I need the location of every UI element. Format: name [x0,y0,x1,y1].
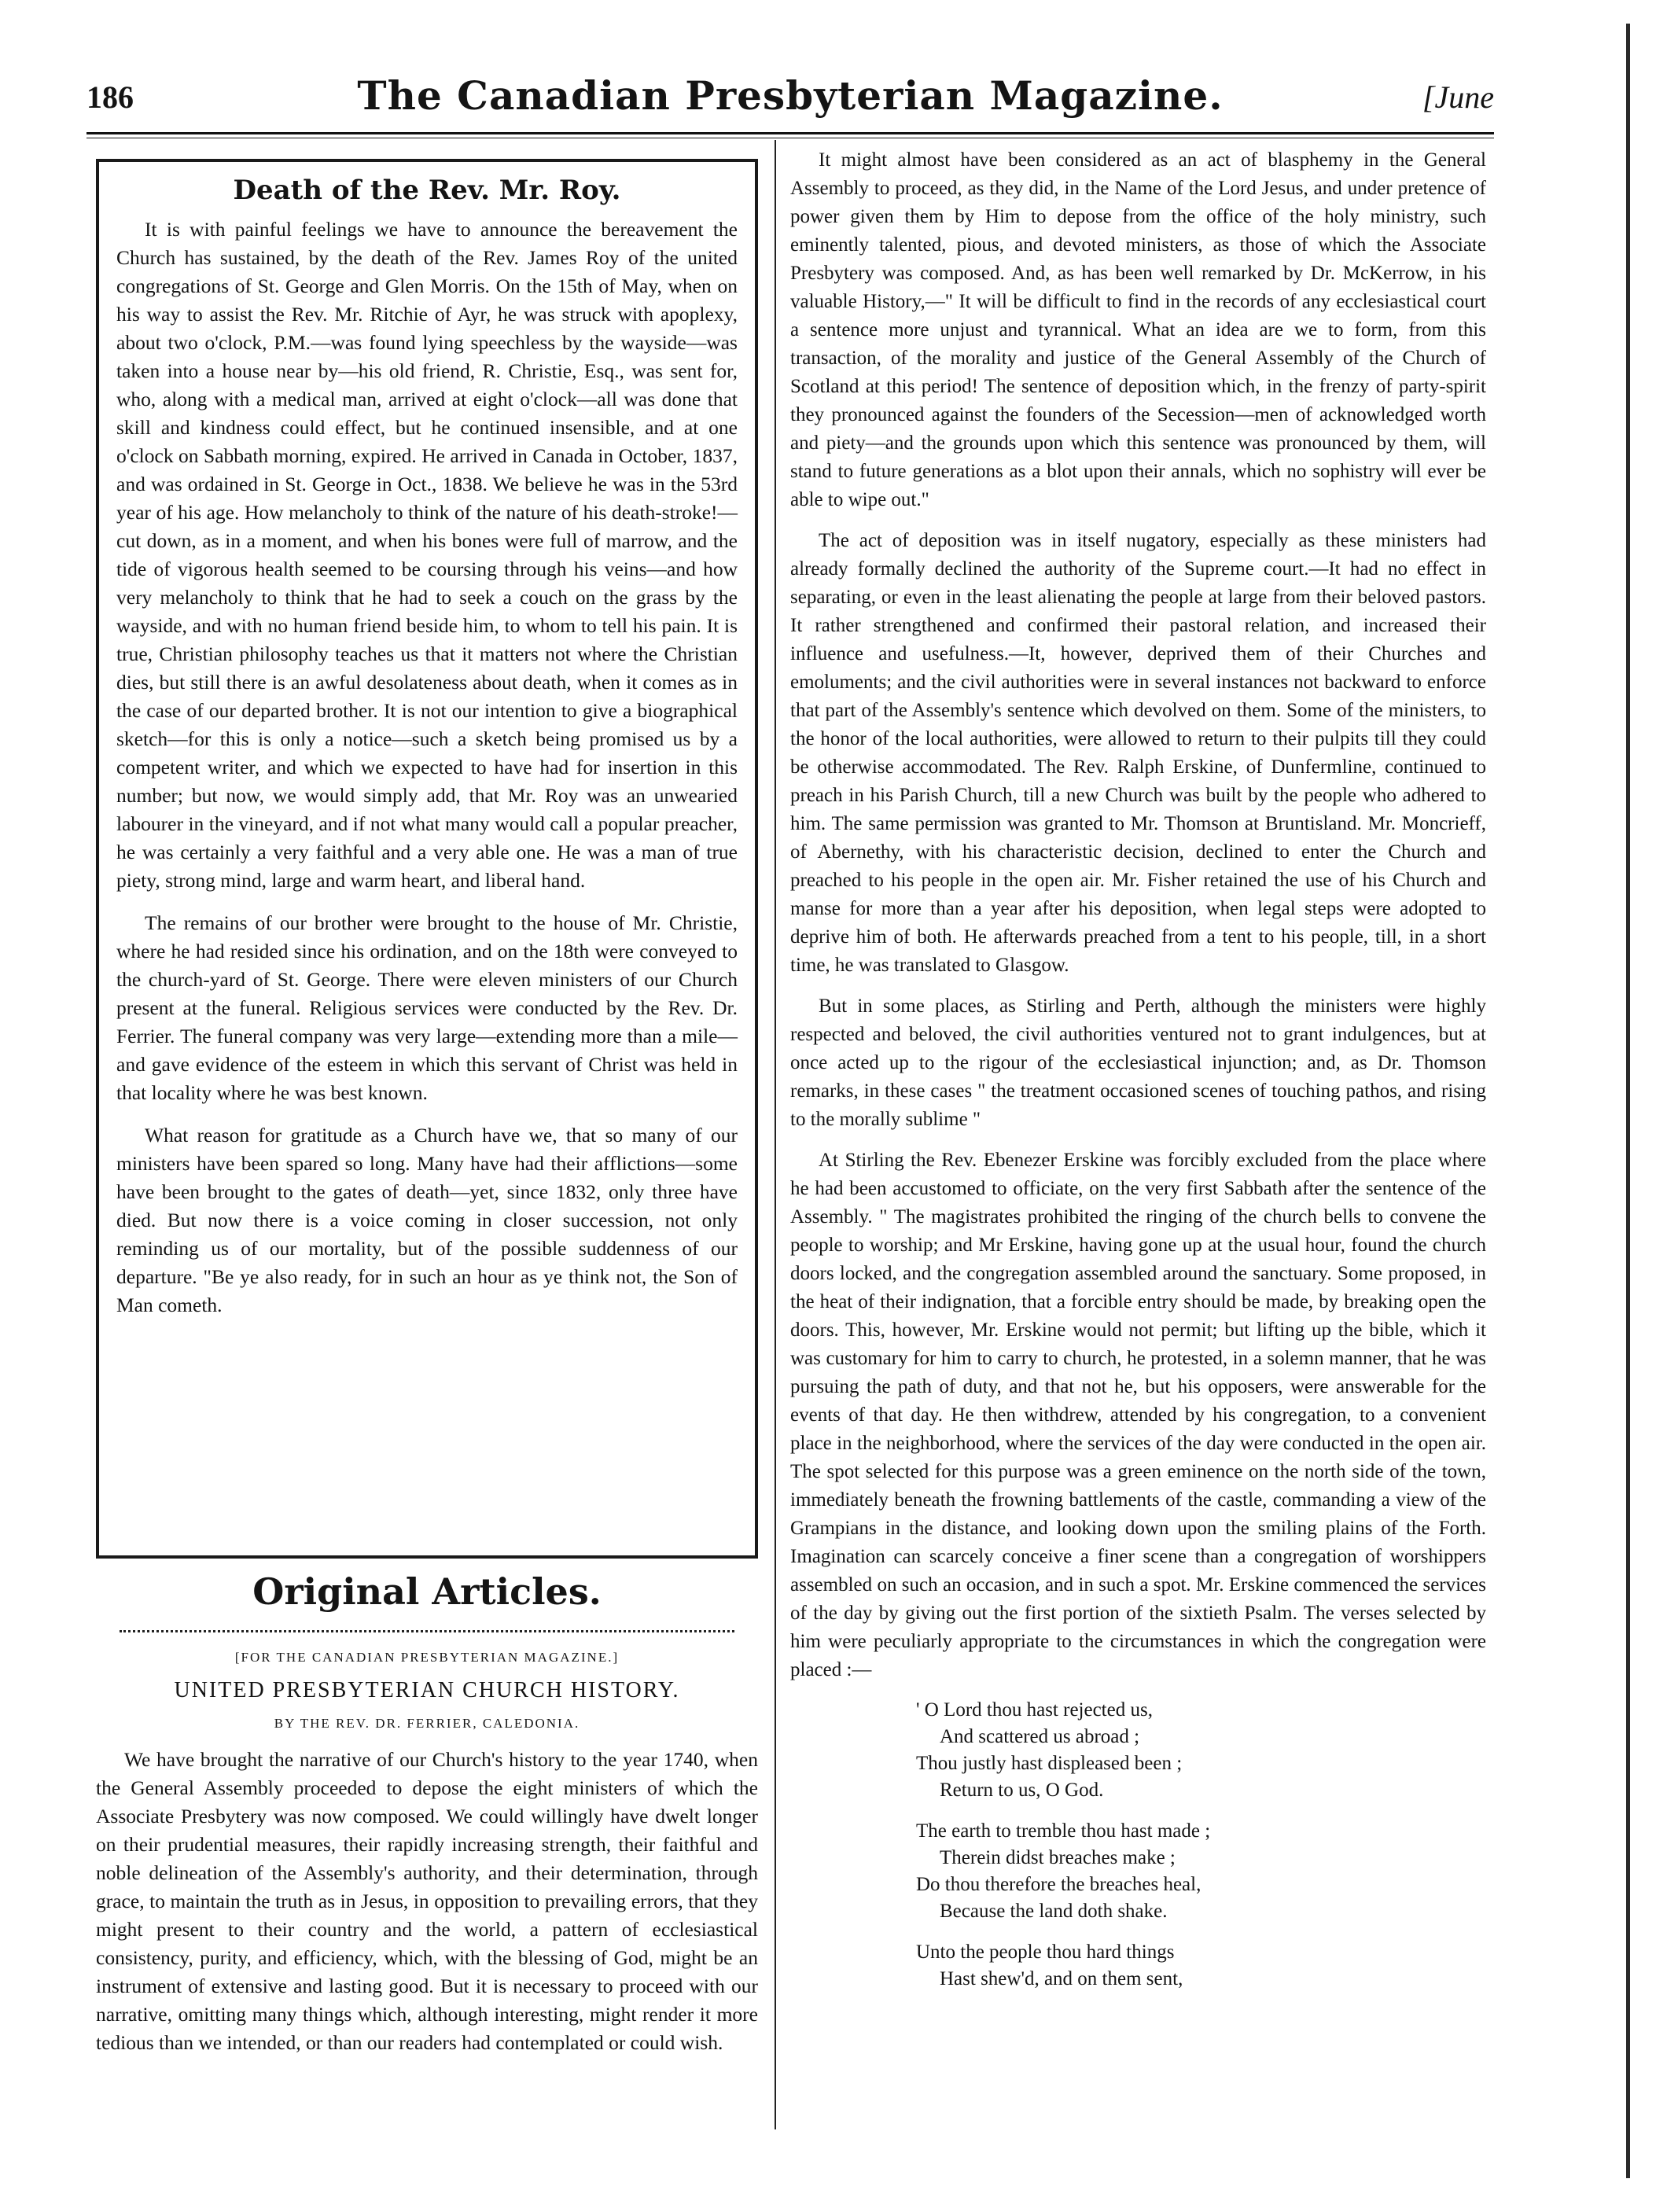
obituary-paragraph: What reason for gratitude as a Church have we, that so many of our ministers have been spared so long. Many have had their afflictions—some have been brought to the gates of death—yet, since 1832, only three have died. But now there is a voice coming in closer succession, not only reminding us of our mortality, but of the possible suddenness of our departure. "Be ye also ready, for in such an hour as ye think not, the Son of Man cometh. [116,1124,738,1316]
original-articles-section [96,1569,758,2071]
source-note: [FOR THE CANADIAN PRESBYTERIAN MAGAZINE.] [234,1650,620,1665]
header-rule [86,132,1494,134]
psalm-line: Do thou therefore the breaches heal, [916,1874,1201,1895]
section-title: Original Articles. [252,1570,602,1613]
page-binding-edge [1626,24,1654,2178]
article-paragraph: The act of deposition was in itself nugatory, especially as these ministers had already formally declined the authority of the Supreme court.—It had no effect in separating, or even in the least alienating the people at large from their beloved pastors. It rather strengthened and confirmed their pastoral relation, and increased their influence and usefulness.—It, however, deprived them of their Churches and emoluments; and the civil authorities were in several instances not backward to enforce that part of the Assembly's sentence which devolved on them. Some of the ministers, to the honor of the local authorities, were allowed to return to their pulpits till they could be otherwise accommodated. The Rev. Ralph Erskine, of Dunfermline, continued to preach in his Parish Church, till a new Church was built by the people who adhered to him. The same permission was granted to Mr. Thomson at Bruntisland. Mr. Moncrieff, of Abernethy, with his characteristic decision, declined to enter the Church and preached to his people in the open air. Mr. Fisher retained the use of his Church and manse for more than a year after his deposition, when legal steps were adopted to deprive him of both. He afterwards preached from a tent to his people, till, in a short time, he was translated to Glasgow. [790,530,1486,976]
psalm-stanza [916,1818,1486,1925]
obituary-title: Death of the Rev. Mr. Roy. [233,175,621,206]
psalm-line: Unto the people thou hard things [916,1941,1175,1963]
psalm-line: Because the land doth shake. [940,1901,1168,1922]
obituary-paragraph: It is with painful feelings we have to announce the bereavement the Church has sustained, by the death of the Rev. James Roy of the united congregations of St. George and Glen Morris. On the 15th of May, when on his way to assist the Rev. Mr. Ritchie of Ayr, he was struck with apoplexy, about two o'clock, P.M.—was found lying speechless by the wayside—was taken into a house near by—his old friend, R. Christie, Esq., was sent for, who, along with a medical man, arrived at eight o'clock—all was done that skill and kindness could effect, but he continued insensible, and at one o'clock on Sabbath morning, expired. He arrived in Canada in October, 1837, and was ordained in St. George in Oct., 1838. We believe he was in the 53rd year of his age. How melancholy to think of the nature of his death-stroke!—cut down, as in a moment, and when his bones were full of marrow, and the tide of vigorous health seemed to be coursing through his veins—and how very melancholy to think that he had to seek a couch on the grass by the wayside, and with no human friend beside him, to whom to tell his pain. It is true, Christian philosophy teaches us that it matters not where the Christian dies, but still there is an awful desolateness about death, when it comes as in the case of our departed brother. It is not our intention to give a biographical sketch—for this is only a notice—such a sketch being promised us by a competent writer, and which we expected to have had for insertion in this number; but now, we would simply add, that Mr. Roy was an unwearied labourer in the vineyard, and if not what many would call a popular preacher, he was certainly a very faithful and a very able one. He was a man of true piety, strong mind, large and warm heart, and liberal hand. [116,218,738,892]
page-number: 186 [86,79,134,115]
magazine-title: The Canadian Presbyterian Magazine. [357,72,1224,119]
obituary-paragraph: The remains of our brother were brought to the house of Mr. Christie, where he had resided since his ordination, and on the 18th were conveyed to the church-yard of St. George. There were eleven ministers of our Church present at the funeral. Religious services were conducted by the Rev. Dr. Ferrier. The funeral company was very large—extending more than a mile—and gave evidence of the esteem in which this servant of Christ was held in that locality where he was best known. [116,911,738,1104]
psalm-line: Return to us, O God. [940,1780,1104,1801]
psalm-line: ' O Lord thou hast rejected us, [916,1699,1153,1721]
psalm-line: Hast shew'd, and on them sent, [940,1968,1183,1989]
article-paragraph: At Stirling the Rev. Ebenezer Erskine was forcibly excluded from the place where he had been accustomed to officiate, on the very first Sabbath after the sentence of the Assembly. " The magistrates prohibited the ringing of the church bells to convene the people to worship; and Mr Erskine, having gone up at the usual hour, found the church doors locked, and the congregation assembled around the sanctuary. Some proposed, in the heat of their indignation, that a forcible entry should be made, by breaking open the doors. This, however, Mr. Erskine would not permit; but lifting up the bible, which it was customary for him to carry to church, he protested, in a solemn manner, that he was pursuing the path of duty, and that not he, but his opposers, were answerable for the events of that day. He then withdrew, attended by his congregation, to a convenient place in the neighborhood, where the services of the day were conducted in the open air. The spot selected for this purpose was a green eminence on the north side of the town, immediately beneath the frowning battlements of the castle, commanding a view of the Grampians in the distance, and looking down upon the smiling plains of the Forth. Imagination can scarcely conceive a finer scene than a congregation of worshippers assembled on such an occasion, and in such a spot. Mr. Erskine commenced the services of the day by giving out the first portion of the sixtieth Psalm. The verses selected by him were peculiarly appropriate to the circumstances in which the congregation were placed :— [790,1150,1486,1680]
article-paragraph: It might almost have been considered as an act of blasphemy in the General Assembly to proceed, as they did, in the Name of the Lord Jesus, and under pretence of power given them by Him to depose from the office of the holy ministry, such eminently talented, pious, and devoted ministers, as those of which the Associate Presbytery was composed. And, as has been well remarked by Dr. McKerrow, in his valuable History,—" It will be difficult to find in the records of any ecclesiastical court a sentence more unjust and tyrannical. What an idea are we to form, from this transaction, of the morality and justice of the General Assembly of the Church of Scotland at this period! The sentence of deposition which, in the frenzy of party-spirit they pronounced against the founders of the Secession—men of acknowledged worth and piety—and the grounds upon which this sentence was pronounced by them, will stand to future generations as a blot upon their annals, which no sophistry will ever be able to wipe out." [790,149,1486,510]
article-title: UNITED PRESBYTERIAN CHURCH HISTORY. [174,1678,680,1702]
psalm-line: Thou justly hast displeased been ; [916,1753,1183,1774]
psalm-line: And scattered us abroad ; [940,1726,1140,1747]
ornamental-rule [120,1618,734,1632]
issue-month: [June [1422,79,1494,115]
psalm-stanza [916,1697,1486,1804]
psalm-line: Therein didst breaches make ; [940,1847,1176,1868]
psalm-line: The earth to tremble thou hast made ; [916,1820,1211,1842]
column-divider [775,140,776,2129]
article-paragraph: We have brought the narrative of our Church's history to the year 1740, when the General Assembly proceeded to depose the eight ministers of which the Associate Presbytery was now composed. We could willingly have dwelt longer on their prudential measures, their rapidly increasing strength, their faithful and noble delineation of the Assembly's authority, and their determination, through grace, to maintain the truth as in Jesus, in opposition to prevailing errors, that they might present to their country and the world, a pattern of ecclesiastical consistency, purity, and efficiency, which, with the blessing of God, might be an instrument of extensive and lasting good. But it is necessary to proceed with our narrative, omitting many things which, although interesting, might render it more tedious than we intended, or than our readers had contemplated or could wish. [96,1748,758,2054]
page-header [86,61,1494,132]
article-paragraph: But in some places, as Stirling and Perth, although the ministers were highly respected and beloved, the civil authorities ventured not to grant indulgences, but at once acted up to the rigour of the ecclesiastical injunction; and, as Dr. Thomson remarks, in these cases " the treatment occasioned scenes of touching pathos, and rising to the morally sublime " [790,996,1486,1130]
article-byline: BY THE REV. DR. FERRIER, CALEDONIA. [274,1716,580,1731]
right-column [790,146,1486,2007]
psalm-stanza [916,1939,1486,1993]
psalm-quotation [916,1697,1486,1993]
obituary-box [96,159,758,1559]
